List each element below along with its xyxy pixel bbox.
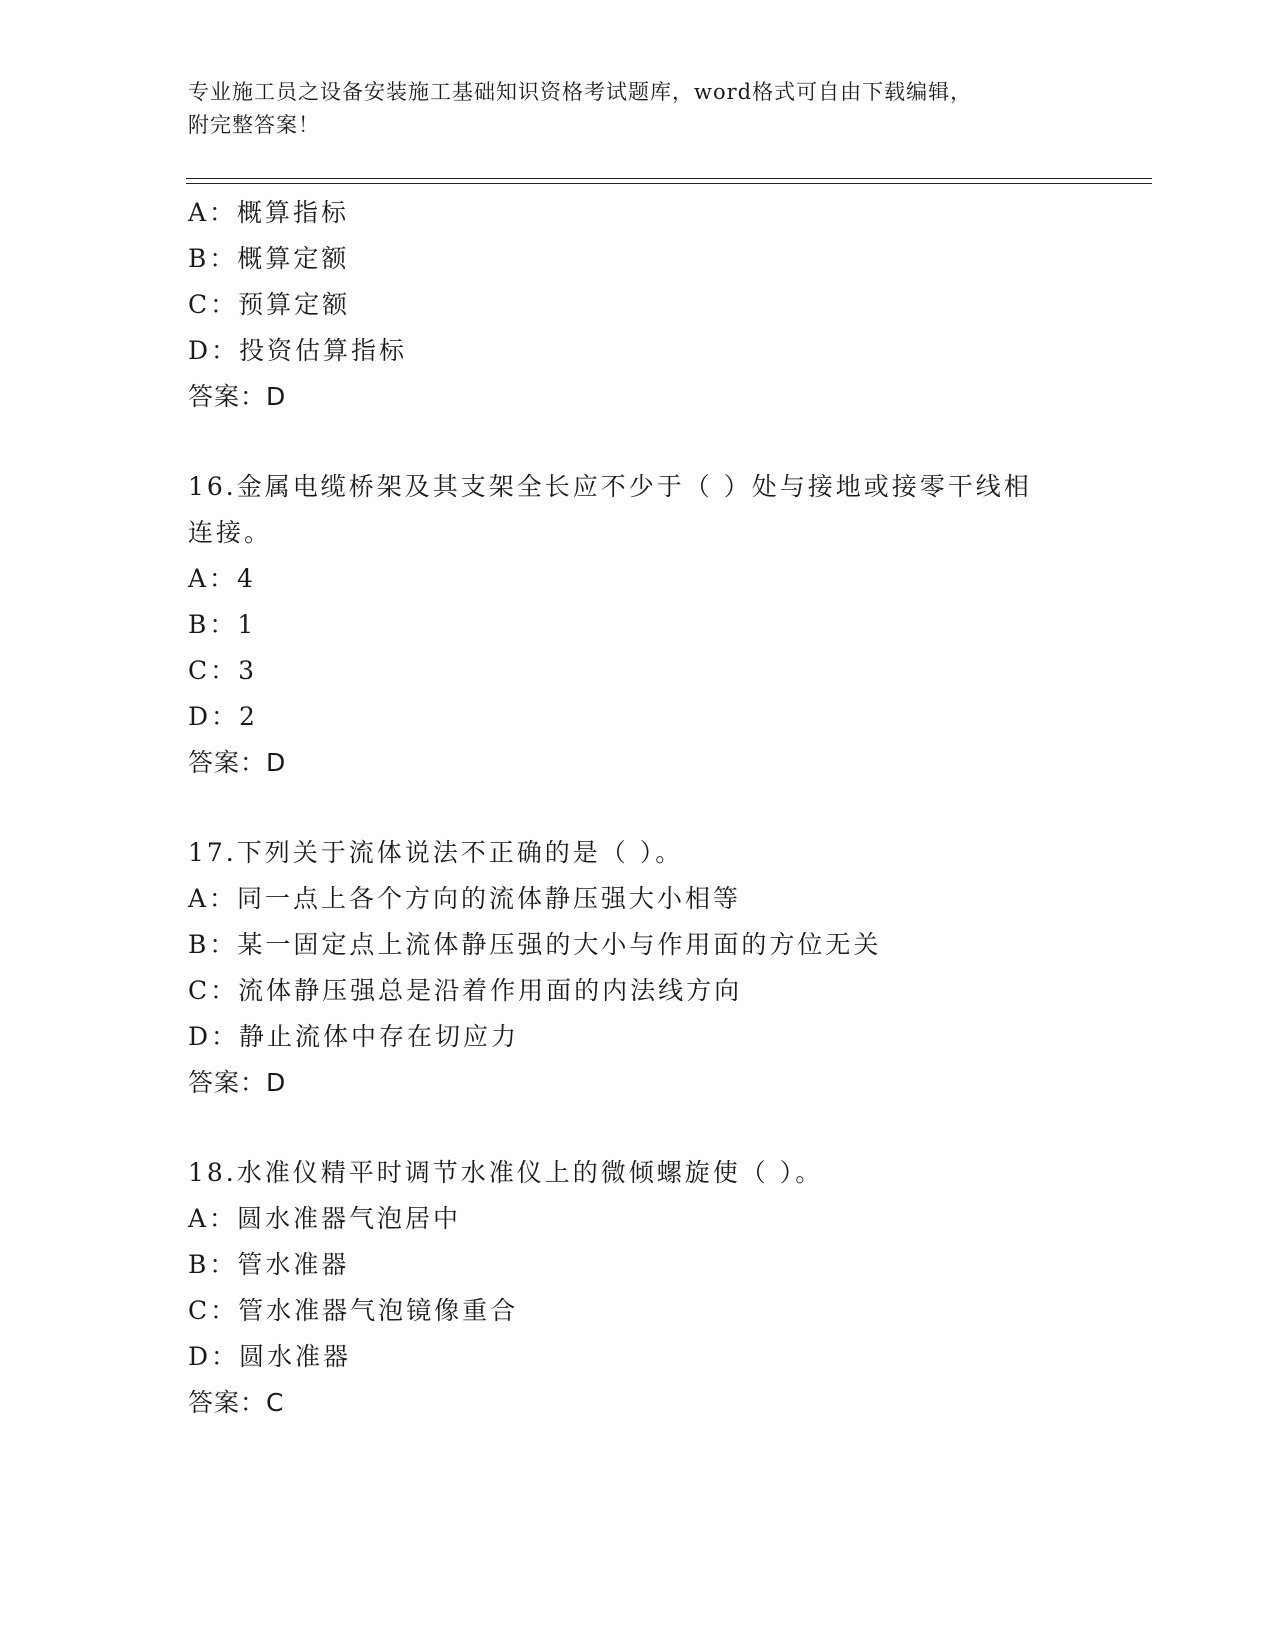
answer-line: 答案：D	[188, 382, 287, 411]
option-c: C：管水准器气泡镜像重合	[188, 1296, 519, 1325]
question-title: 16.金属电缆桥架及其支架全长应不少于（ ）处与接地或接零干线相	[188, 472, 1032, 501]
option-b: B：概算定额	[188, 244, 350, 273]
option-d: D：静止流体中存在切应力	[188, 1022, 520, 1051]
header-line-2: 附完整答案！	[188, 113, 320, 137]
header-rule-top	[186, 178, 1152, 179]
option-d: D：圆水准器	[188, 1342, 352, 1371]
option-a: A：概算指标	[188, 198, 350, 227]
header-line-1: 专业施工员之设备安装施工基础知识资格考试题库，word格式可自由下载编辑，	[188, 80, 973, 104]
option-c: C：3	[188, 656, 258, 685]
option-b: B：1	[188, 610, 257, 639]
option-d: D：2	[188, 702, 258, 731]
question-block-16	[188, 464, 1068, 786]
answer-line: 答案：C	[188, 1388, 285, 1417]
option-a: A：4	[188, 564, 256, 593]
spacer	[188, 420, 1068, 464]
question-block-prev	[188, 190, 1068, 420]
question-list	[188, 190, 1068, 1426]
option-b: B：管水准器	[188, 1250, 350, 1279]
question-title: 18.水准仪精平时调节水准仪上的微倾螺旋使（ ）。	[188, 1158, 824, 1187]
option-c: C：预算定额	[188, 290, 351, 319]
option-a: A：同一点上各个方向的流体静压强大小相等	[188, 884, 742, 913]
spacer	[188, 786, 1068, 830]
document-header	[188, 76, 1088, 142]
answer-line: 答案：D	[188, 748, 287, 777]
header-rule-bottom	[186, 183, 1152, 184]
option-c: C：流体静压强总是沿着作用面的内法线方向	[188, 976, 743, 1005]
option-a: A：圆水准器气泡居中	[188, 1204, 462, 1233]
option-d: D：投资估算指标	[188, 336, 408, 365]
answer-line: 答案：D	[188, 1068, 287, 1097]
question-block-17	[188, 830, 1068, 1106]
question-block-18	[188, 1150, 1068, 1426]
question-title: 17.下列关于流体说法不正确的是（ ）。	[188, 838, 684, 867]
question-title-continued: 连接。	[188, 518, 273, 547]
option-b: B：某一固定点上流体静压强的大小与作用面的方位无关	[188, 930, 882, 959]
spacer	[188, 1106, 1068, 1150]
